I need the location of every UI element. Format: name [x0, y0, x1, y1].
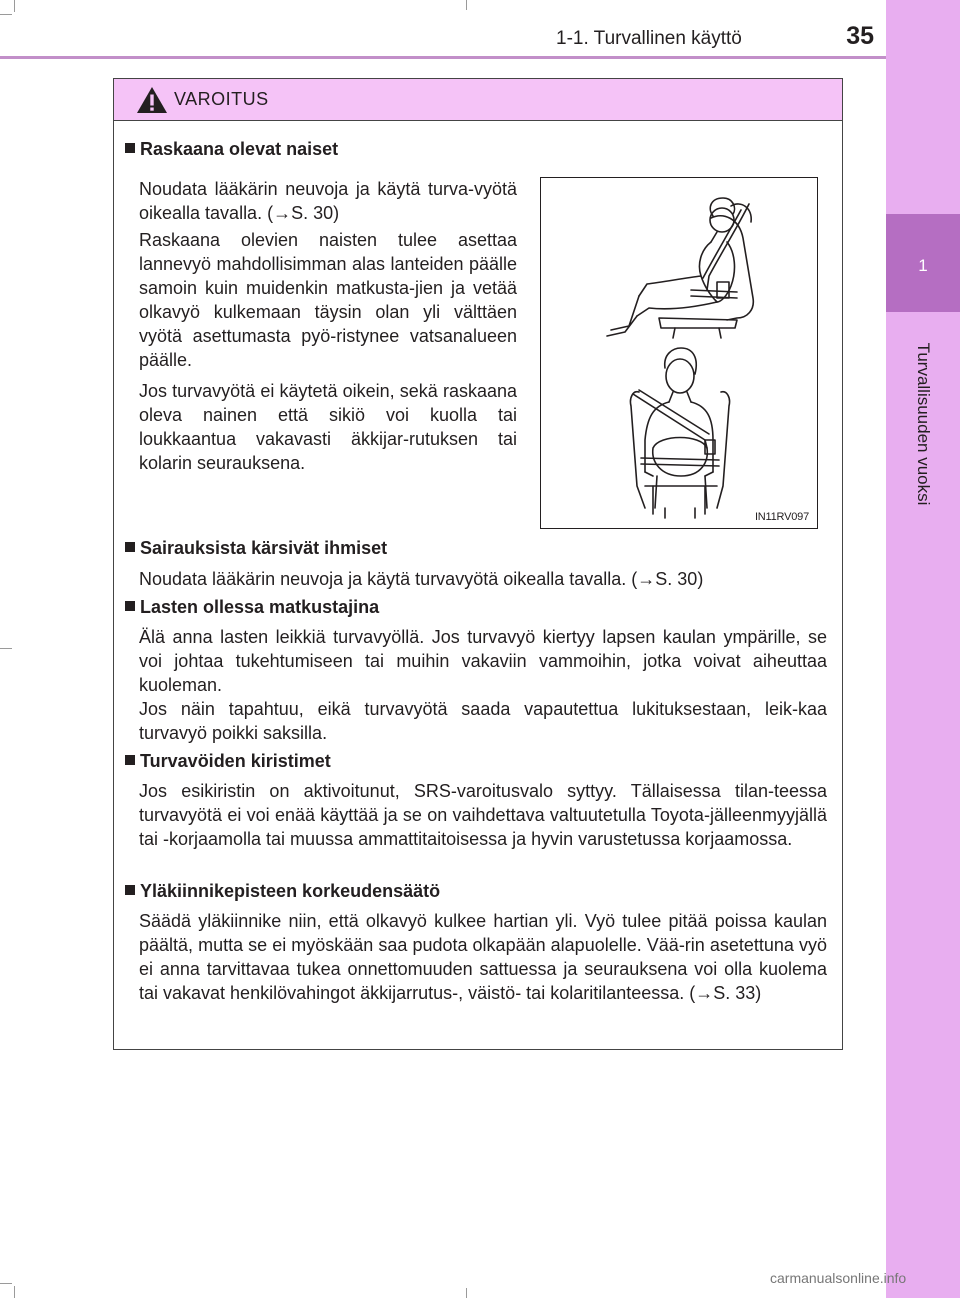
section-heading: Sairauksista kärsivät ihmiset	[125, 538, 387, 559]
paragraph: Noudata lääkärin neuvoja ja käytä turvavyötä oikealla tavalla. (→S. 30)	[139, 569, 704, 589]
seatbelt-illustration	[540, 177, 818, 529]
paragraph: Noudata lääkärin neuvoja ja käytä turva-vyötä oikealla tavalla. (→S. 30)	[139, 179, 517, 223]
crop-mark	[14, 0, 15, 12]
bullet-square-icon	[125, 601, 135, 611]
bullet-square-icon	[125, 143, 135, 153]
warning-title: VAROITUS	[174, 89, 269, 109]
section-heading: Lasten ollessa matkustajina	[125, 597, 379, 618]
section-heading: Yläkiinnikepisteen korkeudensäätö	[125, 881, 440, 902]
crop-mark	[0, 1283, 12, 1284]
crop-mark	[0, 648, 12, 649]
crop-mark	[466, 1288, 467, 1298]
illustration-code: IN11RV097	[754, 511, 809, 523]
paragraph: Raskaana olevien naisten tulee asettaa lannevyö mahdollisimman alas lanteiden päälle samoin kuin muidenkin matkusta-jien ja vetää olkavyö kulkemaan täysin olan yli välttäen vyötä asettumasta pyö-ristynee vatsanalueen päälle.	[139, 230, 517, 370]
section-title: 1-1. Turvallinen käyttö	[556, 28, 742, 49]
chapter-side-tab	[886, 0, 960, 1298]
header-rule	[0, 56, 886, 59]
bullet-square-icon	[125, 755, 135, 765]
chapter-number: 1	[918, 256, 928, 275]
paragraph: Jos näin tapahtuu, eikä turvavyötä saada vapautettua lukituksestaan, leik-kaa turvavyö poikki saksilla.	[139, 699, 827, 743]
paragraph: Älä anna lasten leikkiä turvavyöllä. Jos turvavyö kiertyy lapsen kaulan ympärille, se voi johtaa tukehtumiseen tai muihin vakaviin vammoihin, jotka voivat aiheuttaa kuoleman.	[139, 627, 827, 695]
pregnant-woman-seatbelt-drawing	[541, 178, 817, 528]
crop-mark	[14, 1286, 15, 1298]
paragraph: Säädä yläkiinnike niin, että olkavyö kulkee hartian yli. Vyö tulee pitää poissa kaulan päältä, mutta se ei myöskään saa pudota olkapään alapuolelle. Vää-rin asetettuna vyö ei anna tarvittavaa tukea onnettomuuden sattuessa ja seurauksena voi olla kuolema tai vakavat henkilövahingot äkkijarrutus-, väistö- tai kolaritilanteessa. (→S. 33)	[139, 911, 827, 1003]
page-number: 35	[846, 22, 874, 50]
section-heading: Raskaana olevat naiset	[125, 139, 338, 160]
section-heading: Turvavöiden kiristimet	[125, 751, 331, 772]
bullet-square-icon	[125, 542, 135, 552]
watermark: carmanualsonline.info	[770, 1270, 907, 1286]
chapter-label: Turvallisuuden vuoksi	[914, 342, 933, 506]
warning-header	[114, 79, 842, 121]
crop-mark	[0, 14, 12, 15]
warning-triangle-icon	[136, 86, 168, 114]
paragraph: Jos turvavyötä ei käytetä oikein, sekä raskaana oleva nainen että sikiö voi kuolla tai loukkaantua vakavasti äkkijar-rutuksen tai kolarin seurauksena.	[139, 381, 517, 473]
crop-mark	[466, 0, 467, 10]
bullet-square-icon	[125, 885, 135, 895]
paragraph: Jos esikiristin on aktivoitunut, SRS-varoitusvalo syttyy. Tällaisessa tilan-teessa turvavyötä ei voi enää käyttää ja se on vaihdettava valtuutetulla Toyota-jälleenmyyjällä tai -korjaamolla tai muussa ammattitaitoisessa ja hyvin varustetussa korjaamossa.	[139, 781, 827, 849]
